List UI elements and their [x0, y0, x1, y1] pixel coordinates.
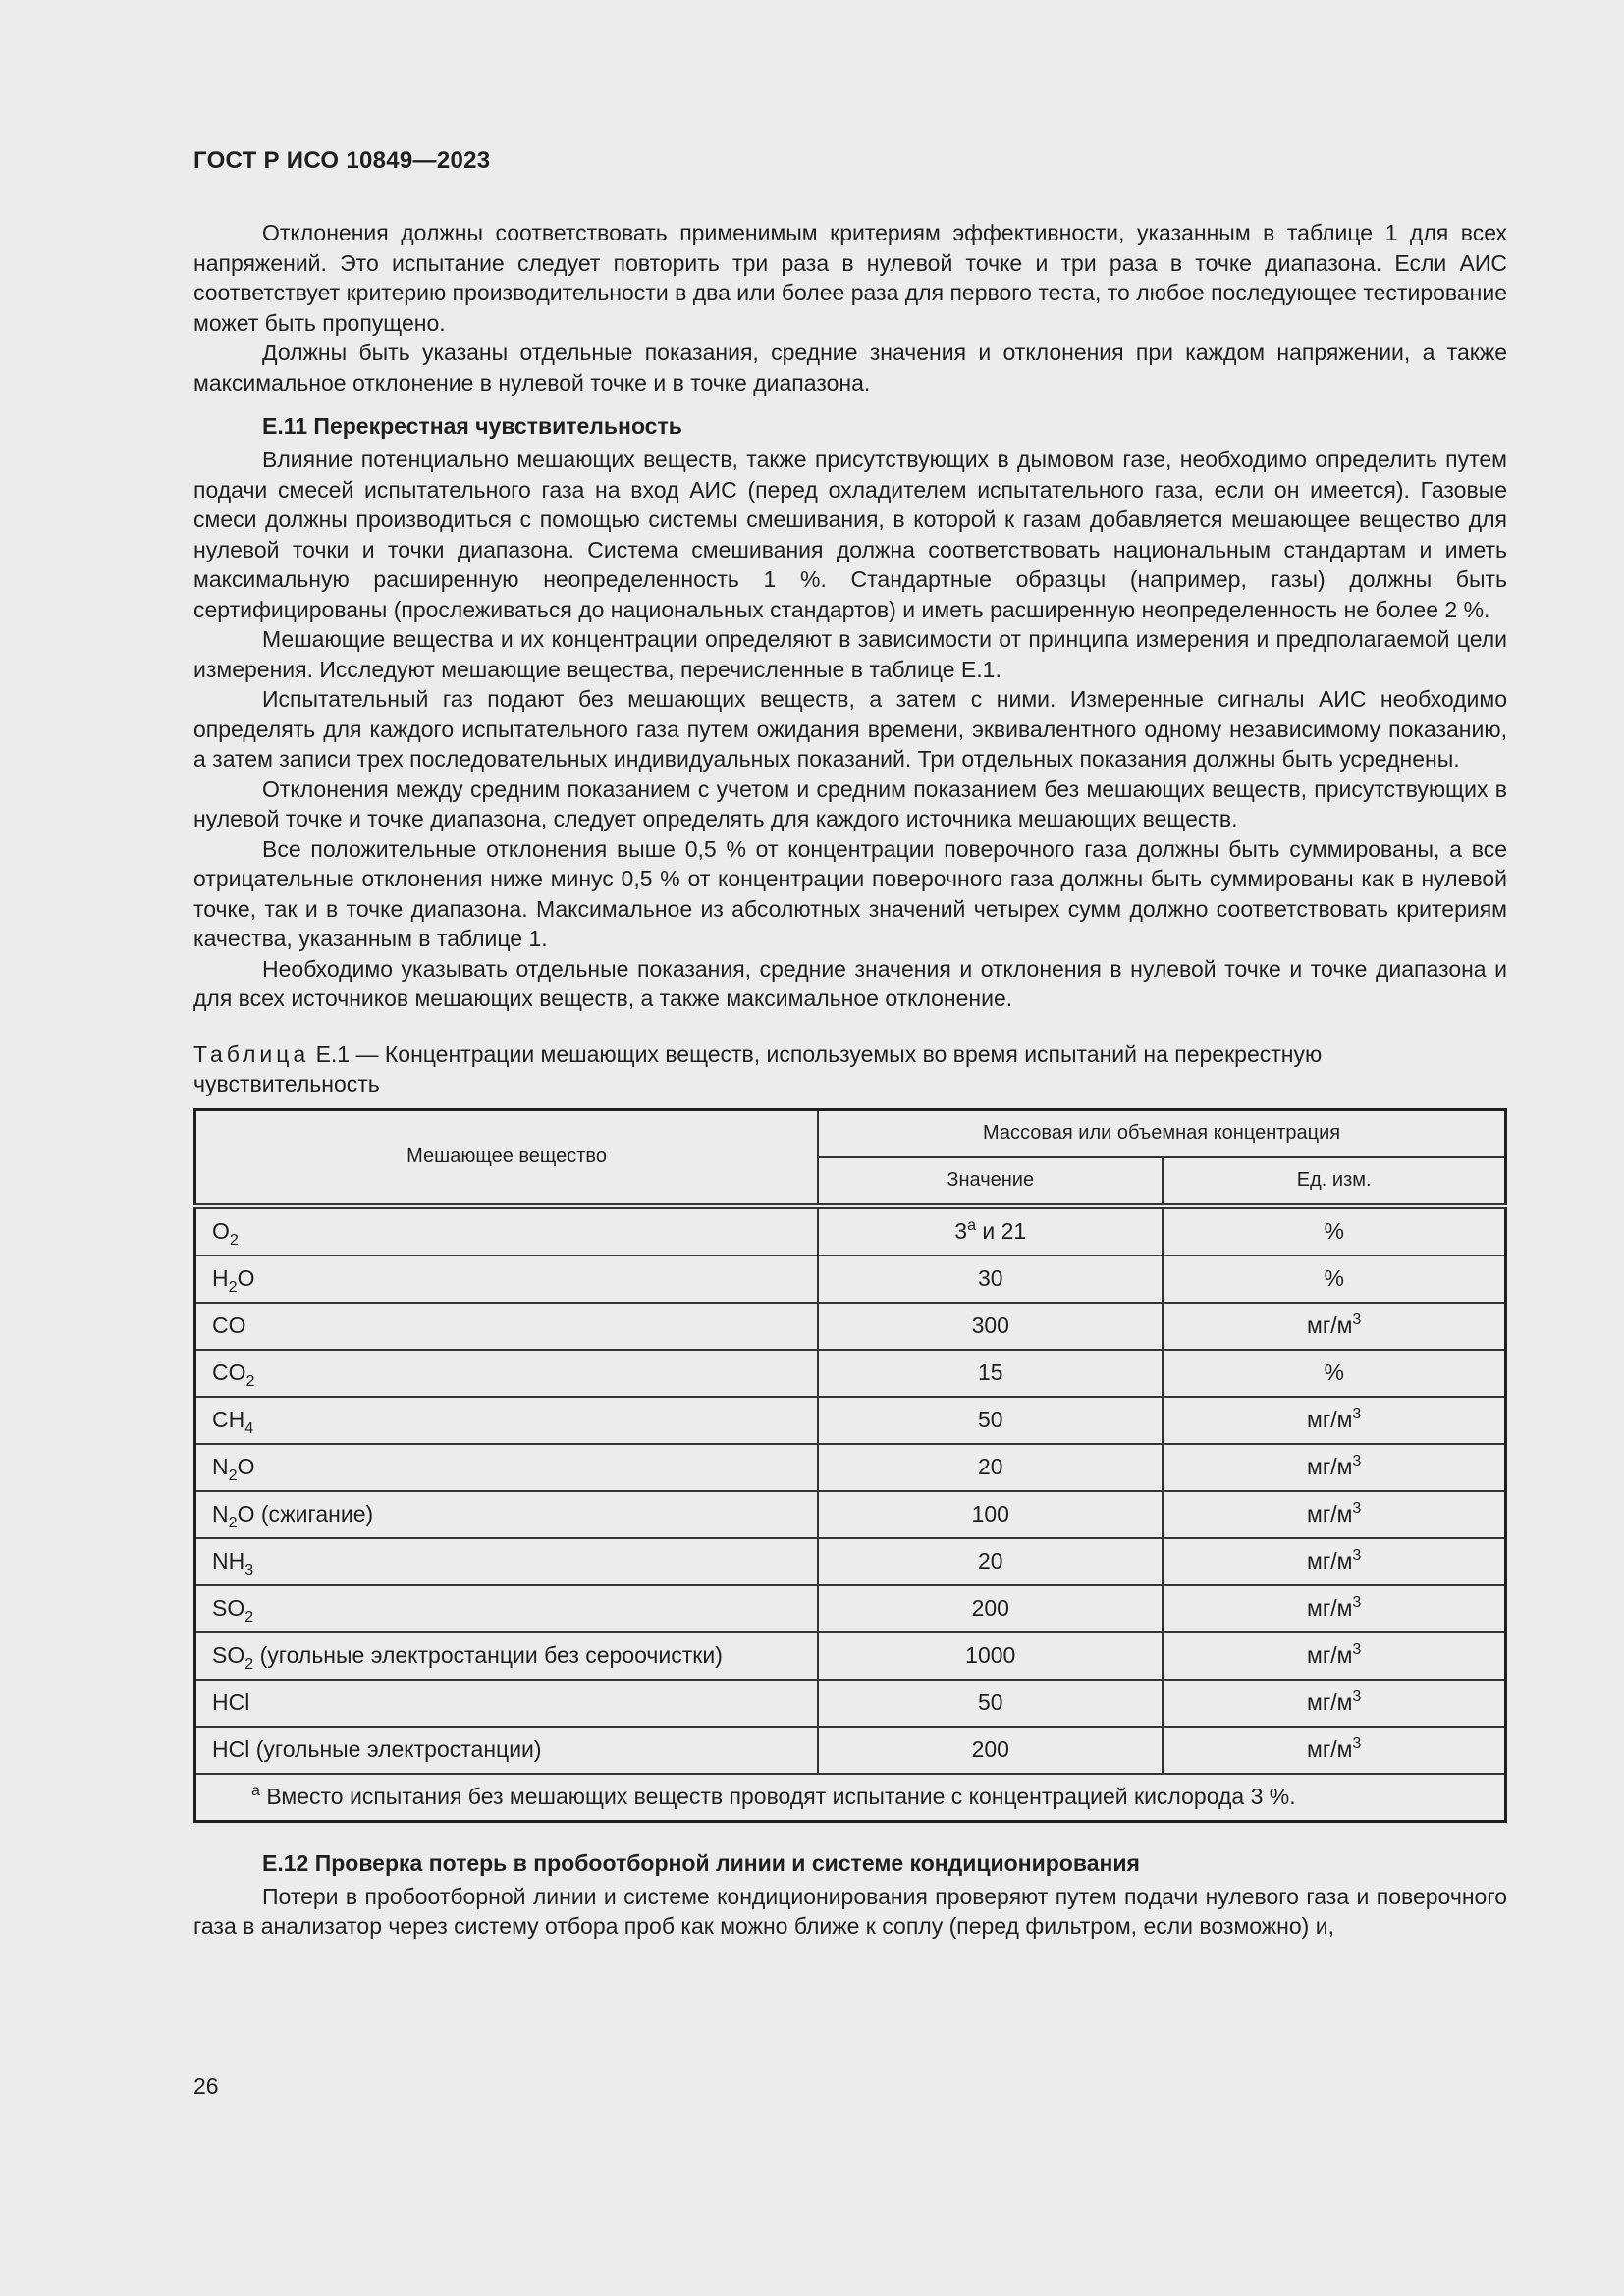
unit-text: мг/м — [1307, 1548, 1353, 1574]
substance-formula: NH — [212, 1548, 245, 1574]
substance-subscript: 2 — [228, 1278, 238, 1296]
e12-paragraph-1: Потери в пробоотборной линии и системе кондиционирования проверяют путем подачи нулевого газа и поверочного газа в анализатор через систему отбора проб как можно ближе к соплу (перед фильтром, если возможно) и, — [193, 1883, 1507, 1939]
unit-cell — [1163, 1585, 1505, 1632]
e11-paragraph-5: Все положительные отклонения выше 0,5 % от концентрации поверочного газа должны быть суммированы, а все отрицательные отклонения ниже минус 0,5 % от концентрации поверочного газа должны быть суммированы как в нулевой точке, так и в точке диапазона. Максимальное из абсолютных значений четырех сумм должно соответствовать критериям качества, указанным в таблице 1. — [193, 835, 1507, 951]
unit-text: % — [1324, 1218, 1344, 1244]
footnote-mark: a — [251, 1782, 260, 1799]
substance-formula: O — [212, 1218, 230, 1244]
substance-cell — [195, 1632, 819, 1680]
unit-cell — [1163, 1632, 1505, 1680]
value-number: 20 — [977, 1454, 1003, 1479]
value-cell — [818, 1585, 1163, 1632]
value-cell — [818, 1444, 1163, 1491]
substance-formula: HCl — [212, 1689, 250, 1715]
table-caption — [193, 1040, 1507, 1098]
value-cell — [818, 1632, 1163, 1680]
table-row — [195, 1491, 1506, 1538]
substance-formula: N — [212, 1501, 229, 1526]
e11-paragraph-1: Влияние потенциально мешающих веществ, также присутствующих в дымовом газе, необходимо определить путем подачи смесей испытательного газа на вход АИС (перед охладителем испытательного газа, если он имеется). Газовые смеси должны производиться с помощью системы смешивания, в которой к газам добавляется мешающее вещество для нулевой точки и точки диапазона. Система смешивания должна соответствовать национальным стандартам и иметь максимальную расширенную неопределенность 1 %. Стандартные образцы (например, газы) должны быть сертифицированы (прослеживаться до национальных стандартов) и иметь расширенную неопределенность не более 2 %. — [193, 447, 1507, 622]
unit-superscript: 3 — [1352, 1499, 1362, 1517]
value-cell — [818, 1397, 1163, 1444]
substance-formula: HCl (угольные электростанции) — [212, 1736, 542, 1762]
value-number: 200 — [971, 1736, 1009, 1762]
substance-formula: SO — [212, 1595, 245, 1621]
table-row — [195, 1585, 1506, 1632]
substance-cell — [195, 1303, 819, 1350]
unit-text: мг/м — [1307, 1407, 1353, 1432]
table-row — [195, 1350, 1506, 1397]
intro-paragraph-2: Должны быть указаны отдельные показания, средние значения и отклонения при каждом напряжении, а также максимальное отклонение в нулевой точке и в точке диапазона. — [193, 340, 1507, 396]
table-row — [195, 1303, 1506, 1350]
value-cell — [818, 1206, 1163, 1255]
table-row — [195, 1632, 1506, 1680]
unit-text: % — [1324, 1360, 1344, 1385]
value-number: 300 — [971, 1312, 1009, 1338]
substance-subscript: 2 — [228, 1514, 238, 1531]
unit-cell — [1163, 1303, 1505, 1350]
value-cell — [818, 1255, 1163, 1303]
value-cell — [818, 1727, 1163, 1774]
document-header: ГОСТ Р ИСО 10849—2023 — [193, 147, 491, 174]
table-caption-text: Е.1 — Концентрации мешающих веществ, используемых во время испытаний на перекрестную чувствительность — [193, 1041, 1323, 1096]
table-row — [195, 1680, 1506, 1727]
e11-paragraph-4: Отклонения между средним показанием с учетом и средним показанием без мешающих веществ, присутствующих в нулевой точке и точке диапазона, следует определять для каждого источника мешающих веществ. — [193, 775, 1507, 831]
e11-paragraph-3: Испытательный газ подают без мешающих веществ, а затем с ними. Измеренные сигналы АИС необходимо определять для каждого испытательного газа путем ожидания времени, эквивалентного одному независимому показанию, а затем записи трех последовательных индивидуальных показаний. Три отдельных показания должны быть усреднены. — [193, 686, 1507, 772]
unit-text: мг/м — [1307, 1454, 1353, 1479]
unit-cell — [1163, 1397, 1505, 1444]
unit-text: мг/м — [1307, 1595, 1353, 1621]
unit-text: мг/м — [1307, 1736, 1353, 1762]
substance-formula: H — [212, 1265, 229, 1291]
e11-paragraph-6: Необходимо указывать отдельные показания, средние значения и отклонения в нулевой точке и точке диапазона и для всех источников мешающих веществ, а также максимальное отклонение. — [193, 955, 1507, 1011]
unit-text: % — [1324, 1265, 1344, 1291]
section-e12-title: Е.12 Проверка потерь в пробоотборной линии и системе кондиционирования — [262, 1849, 1140, 1876]
substance-suffix: O (сжигание) — [237, 1501, 374, 1526]
document-page — [193, 147, 1507, 1942]
value-number: 200 — [971, 1595, 1009, 1621]
value-number: 20 — [977, 1548, 1003, 1574]
substance-formula: CO — [212, 1312, 246, 1338]
unit-cell — [1163, 1444, 1505, 1491]
unit-cell — [1163, 1727, 1505, 1774]
unit-superscript: 3 — [1352, 1546, 1362, 1564]
unit-superscript: 3 — [1352, 1593, 1362, 1611]
table-footnote — [195, 1774, 1506, 1822]
unit-cell — [1163, 1680, 1505, 1727]
unit-cell — [1163, 1350, 1505, 1397]
unit-text: мг/м — [1307, 1689, 1353, 1715]
unit-cell — [1163, 1538, 1505, 1585]
substance-suffix: (угольные электростанции без сероочистки) — [253, 1642, 723, 1668]
table-row — [195, 1538, 1506, 1585]
table-body — [195, 1206, 1506, 1774]
value-number: 50 — [977, 1407, 1003, 1432]
substance-cell — [195, 1585, 819, 1632]
substance-cell — [195, 1397, 819, 1444]
substance-subscript: 2 — [245, 1372, 255, 1390]
intro-paragraph-1: Отклонения должны соответствовать применимым критериям эффективности, указанным в таблице 1 для всех напряжений. Это испытание следует повторить три раза в нулевой точке и три раза в точке диапазона. Если АИС соответствует критерию производительности в два или более раза для первого теста, то любое последующее тестирование может быть пропущено. — [193, 220, 1507, 336]
substance-subscript: 2 — [229, 1231, 239, 1249]
substance-formula: CO — [212, 1360, 246, 1385]
substance-cell — [195, 1680, 819, 1727]
substance-subscript: 2 — [244, 1655, 254, 1673]
unit-text: мг/м — [1307, 1312, 1353, 1338]
e11-paragraph-2: Мешающие вещества и их концентрации определяют в зависимости от принципа измерения и предполагаемой цели измерения. Исследуют мешающие вещества, перечисленные в таблице Е.1. — [193, 626, 1507, 682]
value-number: 30 — [977, 1265, 1003, 1291]
unit-cell — [1163, 1206, 1505, 1255]
header-substance: Мешающее вещество — [195, 1109, 819, 1206]
value-number: 100 — [971, 1501, 1009, 1526]
unit-superscript: 3 — [1352, 1640, 1362, 1658]
footnote-text: Вместо испытания без мешающих веществ проводят испытание с концентрацией кислорода 3 %. — [259, 1784, 1296, 1809]
substance-cell — [195, 1255, 819, 1303]
unit-superscript: 3 — [1352, 1452, 1362, 1469]
value-cell — [818, 1680, 1163, 1727]
header-concentration: Массовая или объемная концентрация — [818, 1109, 1505, 1157]
substance-formula: N — [212, 1454, 229, 1479]
substance-cell — [195, 1727, 819, 1774]
unit-text: мг/м — [1307, 1642, 1353, 1668]
value-number: 3 — [954, 1218, 968, 1244]
substance-subscript: 2 — [244, 1608, 254, 1626]
substance-formula: CH — [212, 1407, 245, 1432]
substance-subscript: 2 — [228, 1467, 238, 1484]
value-cell — [818, 1491, 1163, 1538]
substance-suffix: O — [237, 1454, 255, 1479]
concentration-table — [193, 1108, 1507, 1823]
unit-text: мг/м — [1307, 1501, 1353, 1526]
table-row — [195, 1397, 1506, 1444]
table-row — [195, 1206, 1506, 1255]
table-row — [195, 1444, 1506, 1491]
value-cell — [818, 1350, 1163, 1397]
table-caption-prefix: Таблица — [193, 1041, 310, 1067]
unit-superscript: 3 — [1352, 1735, 1362, 1752]
substance-cell — [195, 1491, 819, 1538]
substance-suffix: O — [237, 1265, 255, 1291]
substance-formula: SO — [212, 1642, 245, 1668]
page-number: 26 — [193, 2073, 219, 2099]
substance-cell — [195, 1206, 819, 1255]
value-footnote-mark: a — [967, 1216, 977, 1234]
table-row — [195, 1727, 1506, 1774]
table-row — [195, 1255, 1506, 1303]
value-tail: и 21 — [976, 1218, 1027, 1244]
substance-cell — [195, 1538, 819, 1585]
value-cell — [818, 1303, 1163, 1350]
value-number: 50 — [977, 1689, 1003, 1715]
value-cell — [818, 1538, 1163, 1585]
value-number: 15 — [977, 1360, 1003, 1385]
unit-superscript: 3 — [1352, 1405, 1362, 1422]
value-number: 1000 — [965, 1642, 1016, 1668]
unit-superscript: 3 — [1352, 1310, 1362, 1328]
substance-subscript: 3 — [244, 1561, 254, 1578]
header-value: Значение — [818, 1157, 1163, 1206]
substance-cell — [195, 1444, 819, 1491]
unit-cell — [1163, 1491, 1505, 1538]
unit-cell — [1163, 1255, 1505, 1303]
unit-superscript: 3 — [1352, 1687, 1362, 1705]
substance-cell — [195, 1350, 819, 1397]
substance-subscript: 4 — [244, 1419, 254, 1437]
section-e11-title: Е.11 Перекрестная чувствительность — [262, 413, 682, 439]
header-unit: Ед. изм. — [1163, 1157, 1505, 1206]
